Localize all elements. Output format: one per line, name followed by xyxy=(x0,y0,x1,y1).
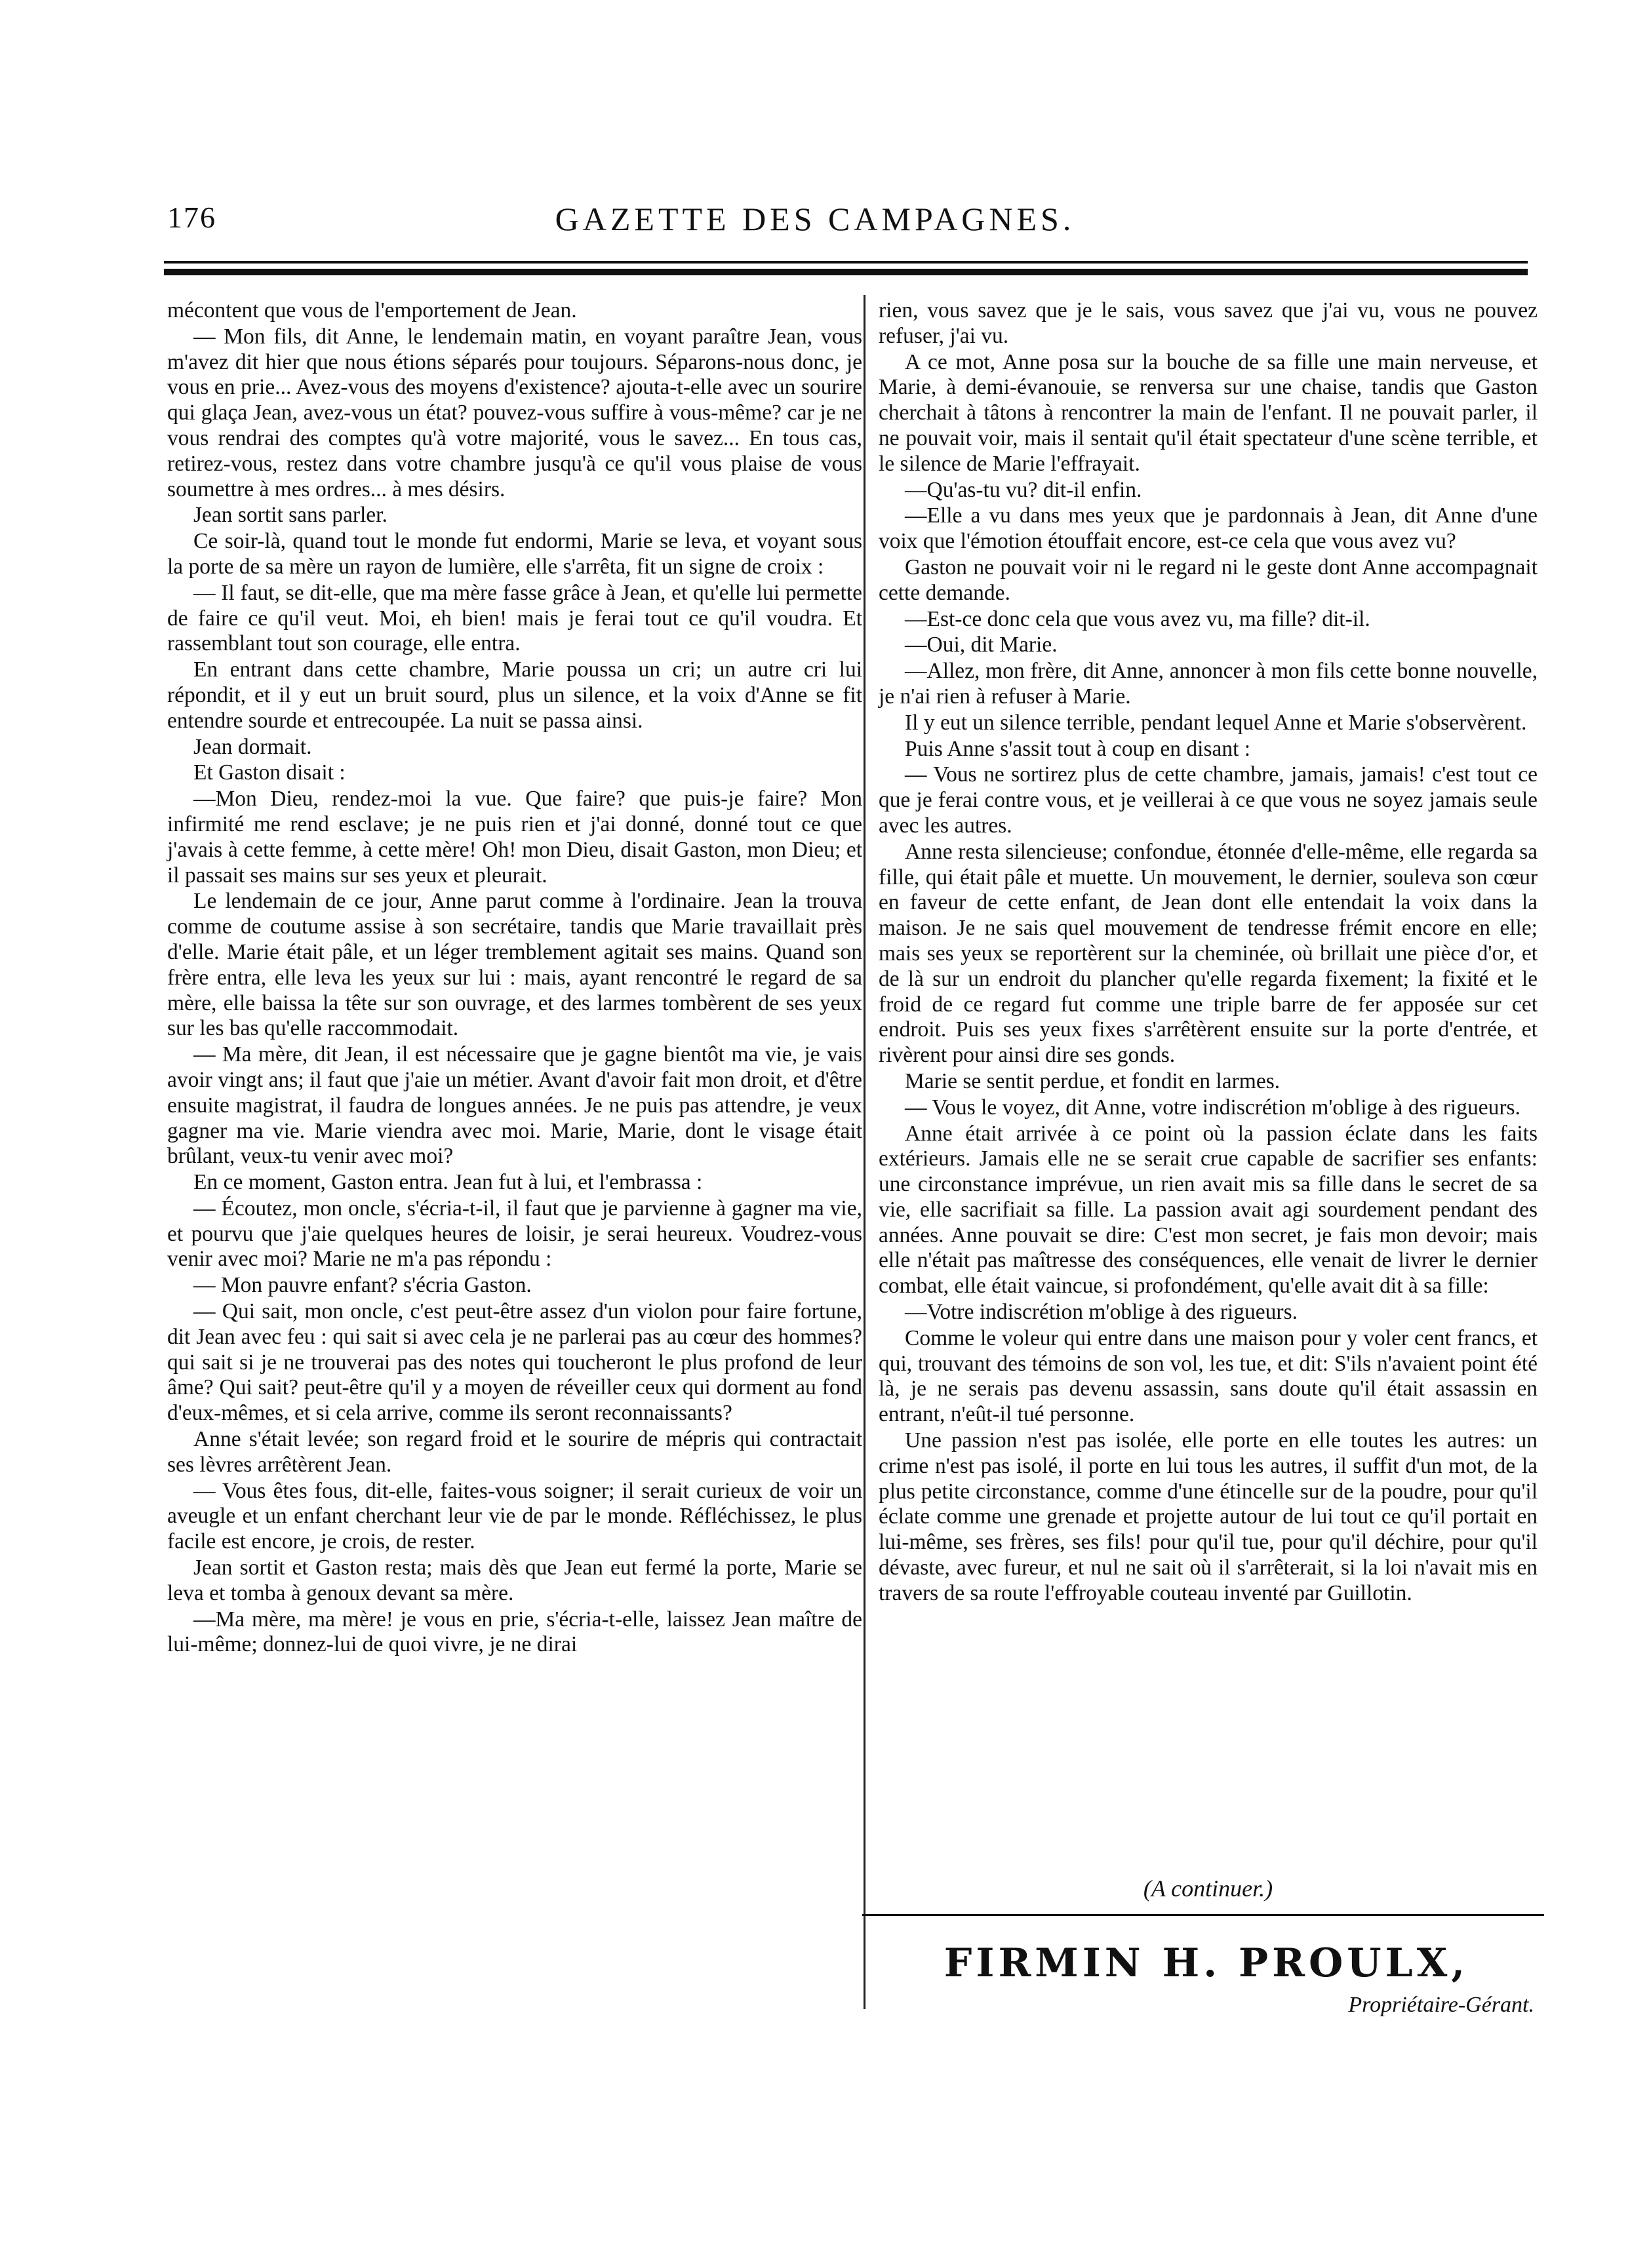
paragraph: Le lendemain de ce jour, Anne parut comme à l'ordinaire. Jean la trouva comme de coutume assise à son secrétaire, tandis que Marie travaillait près d'elle. Marie était pâle, et un léger tremblement agitait ses mains. Quand son frère entra, elle leva les yeux sur lui : mais, ayant rencontré le regard de sa mère, elle baissa la tête sur son ouvrage, et des larmes tombèrent de ses yeux sur les bas qu'elle raccommodait. xyxy=(167,889,862,1041)
paragraph: —Qu'as-tu vu? dit-il enfin. xyxy=(905,477,1142,502)
left-column xyxy=(167,298,862,1658)
paragraph: Et Gaston disait : xyxy=(193,760,346,785)
header-rule-thin xyxy=(164,261,1528,264)
paragraph: rien, vous savez que je le sais, vous savez que j'ai vu, vous ne pouvez refuser, j'ai vu. xyxy=(879,298,1538,348)
paragraph: En entrant dans cette chambre, Marie poussa un cri; un autre cri lui répondit, et il y eut un bruit sourd, plus un silence, et la voix d'Anne se fit entendre sourde et entrecoupée. La nuit se passa ainsi. xyxy=(167,657,862,733)
paragraph: —Allez, mon frère, dit Anne, annoncer à mon fils cette bonne nouvelle, je n'ai rien à refuser à Marie. xyxy=(879,659,1538,709)
paragraph: — Il faut, se dit-elle, que ma mère fasse grâce à Jean, et qu'elle lui permette de faire ce qu'il veut. Moi, eh bien! mais je ferai tout ce qu'il voudra. Et rassemblant tout son courage, elle entra. xyxy=(167,580,862,656)
paragraph: —Est-ce donc cela que vous avez vu, ma fille? dit-il. xyxy=(905,606,1370,631)
paragraph: Anne s'était levée; son regard froid et le sourire de mépris qui contractait ses lèvres arrêtèrent Jean. xyxy=(167,1427,862,1477)
continue-note: (A continuer.) xyxy=(1143,1875,1273,1902)
paragraph: — Qui sait, mon oncle, c'est peut-être assez d'un violon pour faire fortune, dit Jean avec feu : qui sait si avec cela je ne parlerai pas au cœur des hommes? qui sait si je ne trouverai pas des notes qui toucheront le plus profond de leur âme? Qui sait? peut-être qu'il y a moyen de réveiller ceux qui dorment au fond d'eux-mêmes, et si cela arrive, comme ils seront reconnaissants? xyxy=(167,1299,862,1426)
paragraph: — Mon pauvre enfant? s'écria Gaston. xyxy=(193,1273,532,1298)
paragraph: —Oui, dit Marie. xyxy=(905,633,1058,657)
paragraph: Puis Anne s'assit tout à coup en disant : xyxy=(905,736,1251,761)
page-number: 176 xyxy=(167,201,216,234)
header-rule-thick xyxy=(164,269,1528,275)
publisher-name: FIRMIN H. PROULX, xyxy=(944,1940,1469,1986)
right-column xyxy=(879,298,1538,1607)
paragraph: Gaston ne pouvait voir ni le regard ni le geste dont Anne accompagnait cette demande. xyxy=(879,555,1538,605)
paragraph: En ce moment, Gaston entra. Jean fut à lui, et l'embrassa : xyxy=(193,1170,703,1195)
paragraph: Anne resta silencieuse; confondue, étonnée d'elle-même, elle regarda sa fille, qui était pâle et muette. Un mouvement, le dernier, souleva son cœur en faveur de cette enfant, de Jean dont elle entendait la voix dans la maison. Je ne sais quel mouvement de tendresse frémit encore en elle; mais ses yeux se reportèrent sur la cheminée, où brillait une pièce d'or, et de là sur un endroit du plancher qu'elle regarda fixement; la fixité et le froid de ce regard fut comme une triple barre de fer apposée sur cet endroit. Puis ses yeux fixes s'arrêtèrent ensuite sur la porte d'entrée, et rivèrent pour ainsi dire ses gonds. xyxy=(879,839,1538,1068)
masthead-title: GAZETTE DES CAMPAGNES. xyxy=(555,201,1075,237)
paragraph: — Vous ne sortirez plus de cette chambre, jamais, jamais! c'est tout ce que je ferai contre vous, et je veillerai à ce que vous ne soyez jamais seule avec les autres. xyxy=(879,762,1538,838)
publisher-title: Propriétaire-Gérant. xyxy=(1348,1993,1534,2017)
paragraph: — Vous le voyez, dit Anne, votre indiscrétion m'oblige à des rigueurs. xyxy=(905,1095,1521,1120)
paragraph: Ce soir-là, quand tout le monde fut endormi, Marie se leva, et voyant sous la porte de sa mère un rayon de lumière, elle s'arrêta, fit un signe de croix : xyxy=(167,529,862,579)
signature-rule xyxy=(862,1914,1544,1916)
paragraph: mécontent que vous de l'emportement de Jean. xyxy=(167,298,577,323)
paragraph: —Ma mère, ma mère! je vous en prie, s'écria-t-elle, laissez Jean maître de lui-même; donnez-lui de quoi vivre, je ne dirai xyxy=(167,1607,862,1657)
paragraph: —Votre indiscrétion m'oblige à des rigueurs. xyxy=(905,1300,1298,1325)
column-divider xyxy=(864,295,865,2009)
paragraph: — Ma mère, dit Jean, il est nécessaire que je gagne bientôt ma vie, je vais avoir vingt ans; il faut que j'aie un métier. Avant d'avoir fait mon droit, et d'être ensuite magistrat, il faudra de longues années. Je ne puis pas attendre, je veux gagner ma vie. Marie viendra avec moi. Marie, Marie, dont le visage était brûlant, veux-tu venir avec moi? xyxy=(167,1042,862,1169)
paragraph: A ce mot, Anne posa sur la bouche de sa fille une main nerveuse, et Marie, à demi-évanouie, se renversa sur une chaise, tandis que Gaston cherchait à tâtons à rencontrer la main de l'enfant. Il ne pouvait parler, il ne pouvait voir, mais il sentait qu'il était spectateur d'une scène terrible, et le silence de Marie l'effrayait. xyxy=(879,349,1538,476)
paragraph: Jean sortit et Gaston resta; mais dès que Jean eut fermé la porte, Marie se leva et tomba à genoux devant sa mère. xyxy=(167,1555,862,1605)
paragraph: Une passion n'est pas isolée, elle porte en elle toutes les autres: un crime n'est pas isolé, il porte en lui tous les autres, il suffit d'un mot, de la plus petite circonstance, comme d'une étincelle sur de la poudre, pour qu'il éclate comme une grenade et projette autour de lui tout ce qu'il portait en lui-même, ses frères, ses fils! pour qu'il tue, pour qu'il déchire, pour qu'il dévaste, avec fureur, et nul ne sait où il s'arrêterait, si la loi n'avait mis en travers de sa route l'effroyable couteau inventé par Guillotin. xyxy=(879,1428,1538,1605)
paragraph: Anne était arrivée à ce point où la passion éclate dans les faits extérieurs. Jamais elle ne se serait crue capable de sacrifier ses enfants: une circonstance imprévue, un rien avait mis sa fille dans le secret de sa vie, elle sacrifiait sa fille. La passion avait agi sourdement pendant des années. Anne pouvait se dire: C'est mon secret, je fais mon devoir; mais elle n'était pas maîtresse des conséquences, elle venait de livrer le dernier combat, elle était vaincue, si profondément, qu'elle avait dit à sa fille: xyxy=(879,1121,1538,1299)
paragraph: —Elle a vu dans mes yeux que je pardonnais à Jean, dit Anne d'une voix que l'émotion étouffait encore, est-ce cela que vous avez vu? xyxy=(879,503,1538,554)
paragraph: Jean dormait. xyxy=(193,734,312,759)
paragraph: —Mon Dieu, rendez-moi la vue. Que faire? que puis-je faire? Mon infirmité me rend esclave; je ne puis rien et j'ai donné, donné tout ce que j'avais à cette femme, à cette mère! Oh! mon Dieu, disait Gaston, mon Dieu; et il passait ses mains sur ses yeux et pleurait. xyxy=(167,787,862,888)
paragraph: Marie se sentit perdue, et fondit en larmes. xyxy=(905,1068,1281,1093)
paragraph: — Écoutez, mon oncle, s'écria-t-il, il faut que je parvienne à gagner ma vie, et pourvu que j'aie quelques heures de loisir, je serai heureux. Voudrez-vous venir avec moi? Marie ne m'a pas répondu : xyxy=(167,1196,862,1272)
paragraph: — Mon fils, dit Anne, le lendemain matin, en voyant paraître Jean, vous m'avez dit hier que nous étions séparés pour toujours. Séparons-nous donc, je vous en prie... Avez-vous des moyens d'existence? ajouta-t-elle avec un sourire qui glaça Jean, avez-vous un état? pouvez-vous suffire à vous-même? car je ne vous rendrai des comptes qu'à votre majorité, vous le savez... En tous cas, retirez-vous, restez dans votre chambre jusqu'à ce qu'il vous plaise de vous soumettre à mes ordres... à mes désirs. xyxy=(167,324,862,501)
paragraph: Il y eut un silence terrible, pendant lequel Anne et Marie s'observèrent. xyxy=(905,710,1527,735)
paragraph: — Vous êtes fous, dit-elle, faites-vous soigner; il serait curieux de voir un aveugle et un enfant cherchant leur vie de par le monde. Réfléchissez, le plus facile est encore, je crois, de rester. xyxy=(167,1478,862,1554)
paragraph: Comme le voleur qui entre dans une maison pour y voler cent francs, et qui, trouvant des témoins de son vol, les tue, et dit: S'ils n'avaient point été là, je ne serais pas devenu assassin, sans doute qu'il était assassin en entrant, n'eût-il tué personne. xyxy=(879,1325,1538,1427)
paragraph: Jean sortit sans parler. xyxy=(193,503,388,528)
